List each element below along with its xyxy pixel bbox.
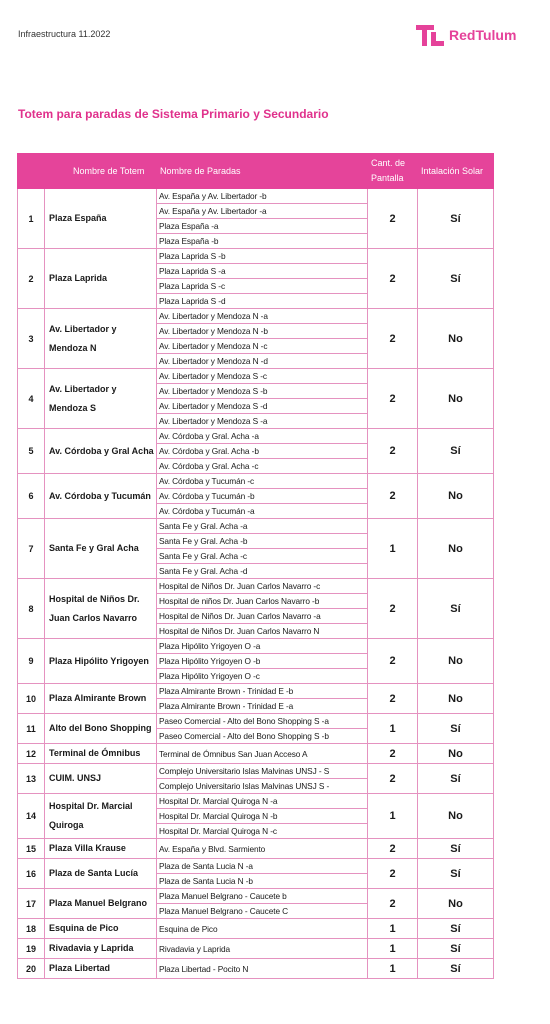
table-row [18, 639, 494, 684]
stop-name: Plaza Laprida S -b [157, 249, 367, 264]
screen-count: 2 [368, 369, 418, 429]
stop-name: Complejo Universitario Islas Malvinas UNSJ S - [159, 781, 330, 791]
stop-name: Complejo Universitario Islas Malvinas UNSJ - S [157, 764, 367, 779]
page-title: Totem para paradas de Sistema Primario y Secundario [18, 107, 329, 121]
row-number: 12 [18, 744, 45, 764]
row-number: 3 [18, 309, 45, 369]
solar-installation: Sí [418, 579, 494, 639]
row-number: 4 [18, 369, 45, 429]
totem-name: Esquina de Pico [45, 919, 157, 939]
row-number: 7 [18, 519, 45, 579]
row-number: 9 [18, 639, 45, 684]
totem-name: CUIM. UNSJ [45, 764, 157, 794]
column-header-screens: Cant. de Pantalla [368, 154, 418, 189]
stop-name: Plaza Almirante Brown - Trinidad E -a [159, 701, 294, 711]
screen-count: 2 [368, 744, 418, 764]
solar-installation: No [418, 889, 494, 919]
totem-name: Plaza Villa Krause [45, 839, 157, 859]
row-number: 2 [18, 249, 45, 309]
solar-installation: Sí [418, 249, 494, 309]
stops-cell [157, 839, 368, 859]
stop-name: Av. Libertador y Mendoza S -a [159, 416, 268, 426]
stops-cell [157, 519, 368, 579]
solar-installation: No [418, 794, 494, 839]
screen-count: 2 [368, 309, 418, 369]
screen-count: 2 [368, 639, 418, 684]
column-header-number [18, 154, 45, 189]
stops-cell [157, 744, 368, 764]
table-body [18, 189, 494, 979]
stop-name: Av. Libertador y Mendoza S -c [157, 369, 367, 384]
table-row [18, 959, 494, 979]
stop-name: Plaza Hipólito Yrigoyen O -c [159, 671, 260, 681]
stops-cell [157, 859, 368, 889]
stop-name: Santa Fe y Gral. Acha -b [157, 534, 367, 549]
stop-name: Hospital de Niños Dr. Juan Carlos Navarro N [159, 626, 320, 636]
row-number: 5 [18, 429, 45, 474]
solar-installation: Sí [418, 859, 494, 889]
stop-name: Av. Córdoba y Gral. Acha -a [157, 429, 367, 444]
stop-name: Av. Libertador y Mendoza S -b [157, 384, 367, 399]
totem-name: Av. Libertador y Mendoza N [45, 309, 157, 369]
screen-count: 2 [368, 249, 418, 309]
stop-name: Av. Libertador y Mendoza S -d [157, 399, 367, 414]
stop-name: Hospital de Niños Dr. Juan Carlos Navarro -a [157, 609, 367, 624]
stops-cell [157, 764, 368, 794]
stop-name: Av. Córdoba y Tucumán -a [159, 506, 255, 516]
totem-name: Alto del Bono Shopping [45, 714, 157, 744]
row-number: 20 [18, 959, 45, 979]
solar-installation: No [418, 519, 494, 579]
stops-cell [157, 919, 368, 939]
totem-name: Plaza de Santa Lucía [45, 859, 157, 889]
stop-name: Esquina de Pico [159, 923, 218, 934]
stop-name: Av. Córdoba y Tucumán -b [157, 489, 367, 504]
stop-name: Rivadavia y Laprida [159, 943, 230, 954]
stop-name: Santa Fe y Gral. Acha -d [159, 566, 248, 576]
stops-cell [157, 684, 368, 714]
totem-name: Santa Fe y Gral Acha [45, 519, 157, 579]
table-row [18, 889, 494, 919]
table-row [18, 684, 494, 714]
logo-text: RedTulum [449, 27, 517, 43]
totem-name: Plaza Hipólito Yrigoyen [45, 639, 157, 684]
stop-name: Plaza Hipólito Yrigoyen O -b [157, 654, 367, 669]
totem-name: Av. Libertador y Mendoza S [45, 369, 157, 429]
column-header-solar: Intalación Solar [418, 154, 494, 189]
stop-name: Hospital de niños Dr. Juan Carlos Navarro -b [157, 594, 367, 609]
stop-name: Hospital Dr. Marcial Quiroga N -c [159, 826, 277, 836]
screen-count: 2 [368, 764, 418, 794]
row-number: 1 [18, 189, 45, 249]
screen-count: 1 [368, 939, 418, 959]
row-number: 13 [18, 764, 45, 794]
stop-name: Plaza Laprida S -d [159, 296, 226, 306]
stop-name: Santa Fe y Gral. Acha -c [157, 549, 367, 564]
column-header-stops: Nombre de Paradas [157, 154, 368, 189]
stop-name: Av. Libertador y Mendoza N -d [159, 356, 268, 366]
stop-name: Hospital de Niños Dr. Juan Carlos Navarro -c [157, 579, 367, 594]
redtulum-logo [416, 22, 516, 48]
stop-name: Terminal de Ómnibus San Juan Acceso A [159, 748, 308, 759]
totem-name: Plaza Manuel Belgrano [45, 889, 157, 919]
stop-name: Av. Libertador y Mendoza N -c [157, 339, 367, 354]
stop-name: Av. Libertador y Mendoza N -b [157, 324, 367, 339]
stops-cell [157, 369, 368, 429]
screen-count: 2 [368, 429, 418, 474]
screen-count: 2 [368, 474, 418, 519]
totem-name: Hospital de Niños Dr. Juan Carlos Navarro [45, 579, 157, 639]
row-number: 14 [18, 794, 45, 839]
table-row [18, 744, 494, 764]
stop-name: Av. Córdoba y Gral. Acha -b [157, 444, 367, 459]
stops-cell [157, 939, 368, 959]
stop-name: Hospital Dr. Marcial Quiroga N -b [157, 809, 367, 824]
solar-installation: No [418, 474, 494, 519]
totem-name: Hospital Dr. Marcial Quiroga [45, 794, 157, 839]
stop-name: Plaza de Santa Lucia N -a [157, 859, 367, 874]
totem-name: Av. Córdoba y Gral Acha [45, 429, 157, 474]
stop-name: Plaza Libertad - Pocito N [159, 963, 249, 974]
screen-count: 2 [368, 684, 418, 714]
table-row [18, 429, 494, 474]
stop-name: Plaza Manuel Belgrano - Caucete C [159, 906, 289, 916]
solar-installation: No [418, 684, 494, 714]
stop-name: Hospital Dr. Marcial Quiroga N -a [157, 794, 367, 809]
row-number: 6 [18, 474, 45, 519]
row-number: 10 [18, 684, 45, 714]
table-row [18, 919, 494, 939]
solar-installation: Sí [418, 714, 494, 744]
table-row [18, 579, 494, 639]
stop-name: Plaza España -a [157, 219, 367, 234]
screen-count: 1 [368, 714, 418, 744]
table-row [18, 189, 494, 249]
solar-installation: Sí [418, 764, 494, 794]
stop-name: Plaza Almirante Brown - Trinidad E -b [157, 684, 367, 699]
totem-name: Terminal de Ómnibus [45, 744, 157, 764]
column-header-totem: Nombre de Totem [45, 154, 157, 189]
stops-cell [157, 579, 368, 639]
stops-cell [157, 249, 368, 309]
stop-name: Av. España y Av. Libertador -b [157, 189, 367, 204]
screen-count: 1 [368, 519, 418, 579]
solar-installation: No [418, 744, 494, 764]
table-header-row [18, 154, 494, 189]
table-row [18, 794, 494, 839]
totem-name: Plaza España [45, 189, 157, 249]
totem-name: Plaza Almirante Brown [45, 684, 157, 714]
screen-count: 2 [368, 859, 418, 889]
stop-name: Paseo Comercial - Alto del Bono Shopping S -b [159, 731, 329, 741]
stop-name: Av. Libertador y Mendoza N -a [157, 309, 367, 324]
table-row [18, 859, 494, 889]
stops-cell [157, 889, 368, 919]
table-row [18, 519, 494, 579]
table-row [18, 249, 494, 309]
table-row [18, 309, 494, 369]
row-number: 19 [18, 939, 45, 959]
stop-name: Av. España y Av. Libertador -a [157, 204, 367, 219]
header-doc-label: Infraestructura 11.2022 [18, 29, 111, 39]
stop-name: Paseo Comercial - Alto del Bono Shopping S -a [157, 714, 367, 729]
stops-cell [157, 714, 368, 744]
row-number: 15 [18, 839, 45, 859]
stop-name: Plaza Hipólito Yrigoyen O -a [157, 639, 367, 654]
redtulum-logo-icon [416, 22, 446, 48]
screen-count: 1 [368, 794, 418, 839]
screen-count: 2 [368, 579, 418, 639]
stop-name: Av. España y Blvd. Sarmiento [159, 843, 266, 854]
stop-name: Plaza Laprida S -a [157, 264, 367, 279]
totem-table [17, 153, 494, 979]
solar-installation: Sí [418, 939, 494, 959]
solar-installation: Sí [418, 839, 494, 859]
stops-cell [157, 639, 368, 684]
stop-name: Plaza de Santa Lucia N -b [159, 876, 253, 886]
totem-name: Plaza Laprida [45, 249, 157, 309]
totem-name: Av. Córdoba y Tucumán [45, 474, 157, 519]
solar-installation: Sí [418, 429, 494, 474]
solar-installation: No [418, 639, 494, 684]
table-row [18, 764, 494, 794]
row-number: 11 [18, 714, 45, 744]
table-row [18, 714, 494, 744]
screen-count: 2 [368, 889, 418, 919]
stops-cell [157, 794, 368, 839]
stops-cell [157, 474, 368, 519]
stop-name: Santa Fe y Gral. Acha -a [157, 519, 367, 534]
row-number: 16 [18, 859, 45, 889]
stop-name: Plaza Manuel Belgrano - Caucete b [157, 889, 367, 904]
table-row [18, 369, 494, 429]
totem-name: Plaza Libertad [45, 959, 157, 979]
screen-count: 1 [368, 959, 418, 979]
table-row [18, 939, 494, 959]
stops-cell [157, 309, 368, 369]
stop-name: Plaza España -b [159, 236, 219, 246]
solar-installation: Sí [418, 959, 494, 979]
solar-installation: No [418, 309, 494, 369]
solar-installation: Sí [418, 189, 494, 249]
table-row [18, 839, 494, 859]
solar-installation: Sí [418, 919, 494, 939]
stops-cell [157, 429, 368, 474]
stop-name: Av. Córdoba y Tucumán -c [157, 474, 367, 489]
stops-cell [157, 959, 368, 979]
totem-name: Rivadavia y Laprida [45, 939, 157, 959]
solar-installation: No [418, 369, 494, 429]
stop-name: Plaza Laprida S -c [157, 279, 367, 294]
screen-count: 2 [368, 839, 418, 859]
row-number: 8 [18, 579, 45, 639]
screen-count: 2 [368, 189, 418, 249]
screen-count: 1 [368, 919, 418, 939]
stops-cell [157, 189, 368, 249]
table-row [18, 474, 494, 519]
row-number: 17 [18, 889, 45, 919]
row-number: 18 [18, 919, 45, 939]
stop-name: Av. Córdoba y Gral. Acha -c [159, 461, 259, 471]
